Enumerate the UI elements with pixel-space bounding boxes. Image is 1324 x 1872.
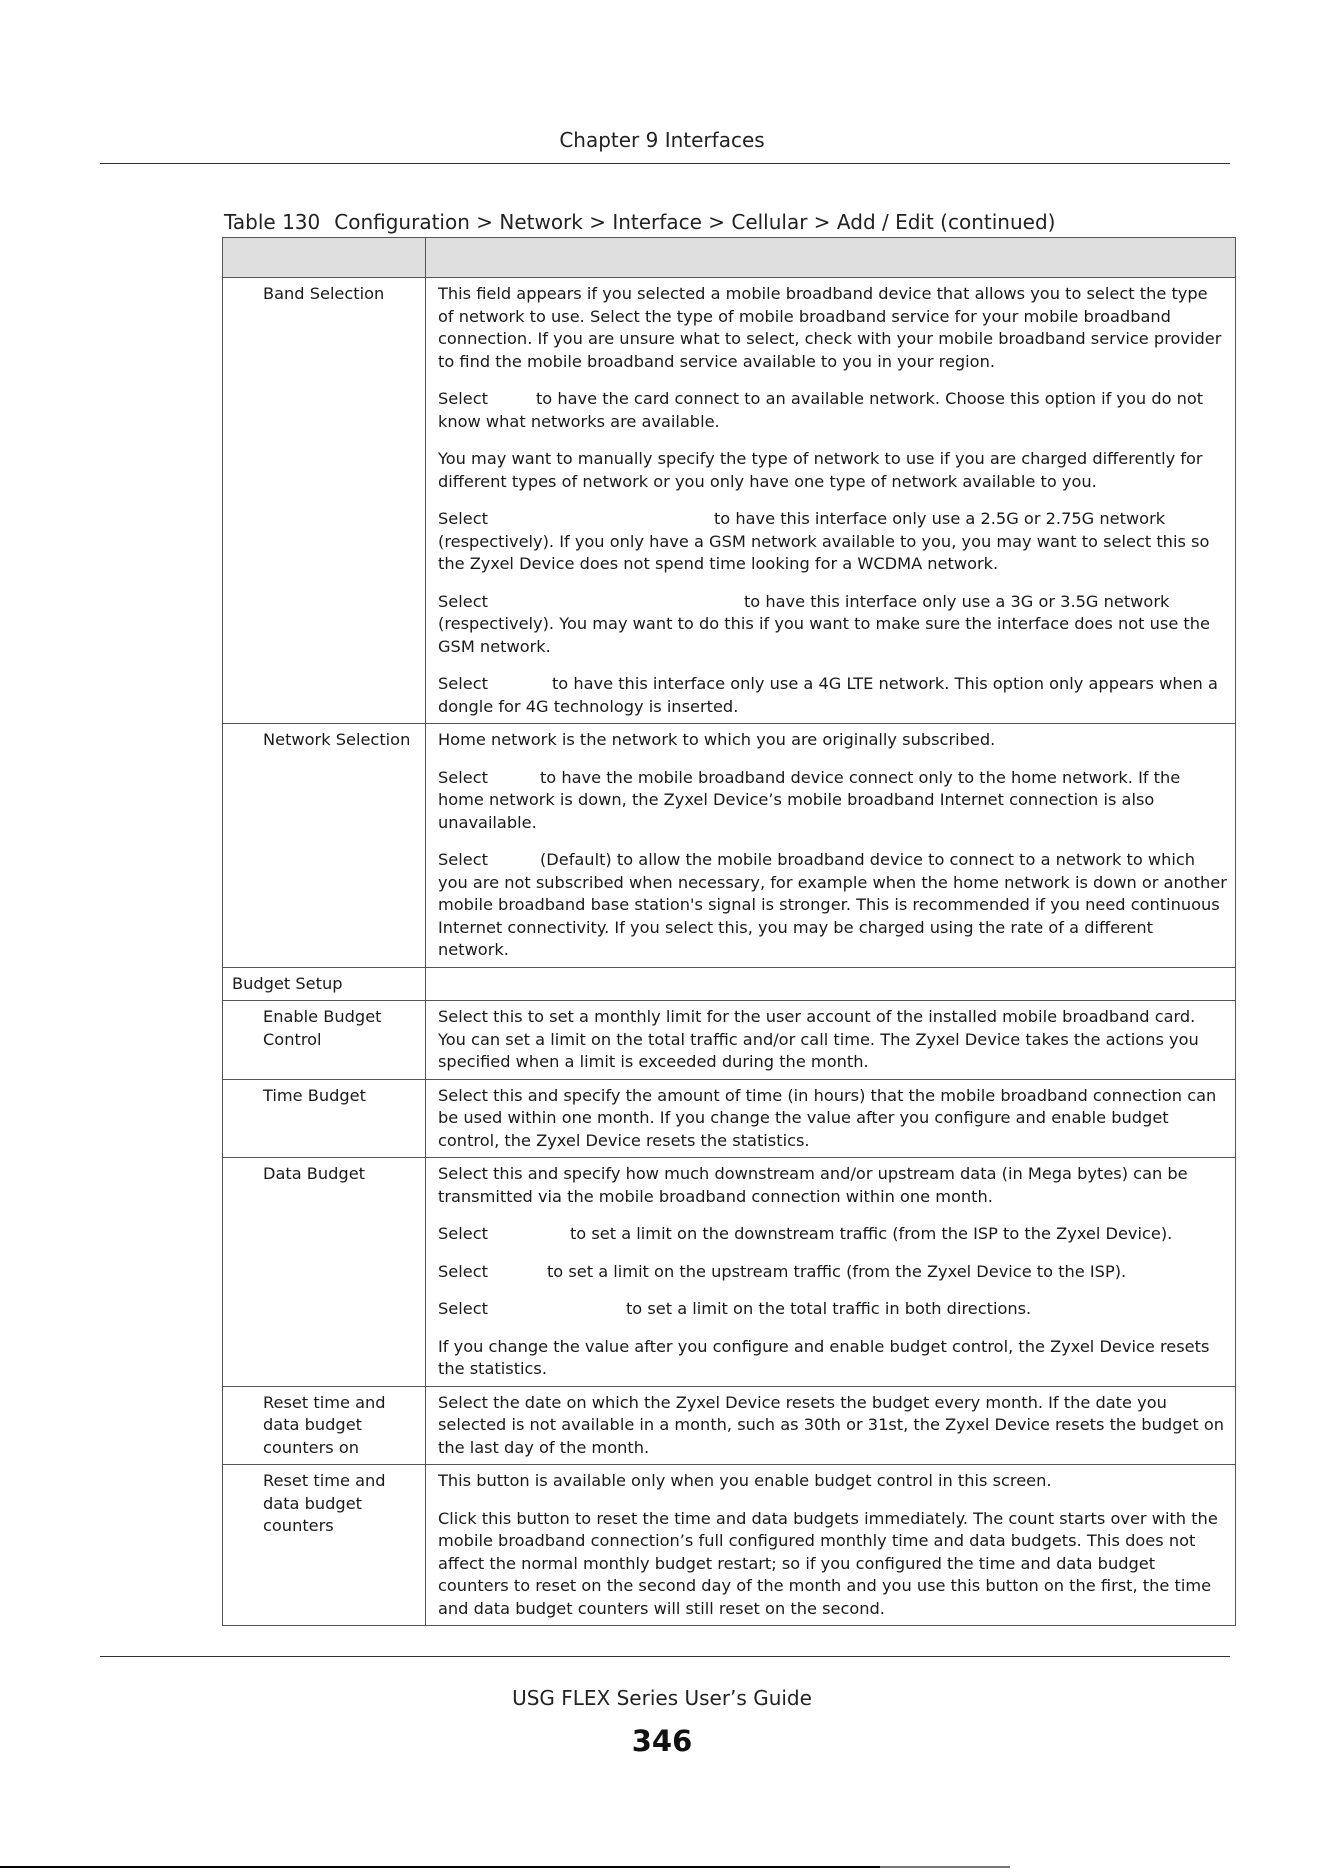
description-paragraph [438,448,1227,493]
description-paragraph [438,1223,1227,1246]
paragraph-text: to set a limit on the downstream traffic (from the ISP to the Zyxel Device). [569,1224,1173,1243]
paragraph-text: Click this button to reset the time and data budgets immediately. The count starts over with the mobile broadband connection’s full configured monthly time and data budgets. This does not affect the normal monthly budget restart; so if you configured the time and data budget counters to reset on the second day of the month and you use this button on the first, the time and data budget counters will still reset on the second. [438,1508,1218,1618]
paragraph-text: If you change the value after you configure and enable budget control, the Zyxel Device resets the statistics. [438,1336,1210,1378]
description-paragraph [438,1085,1227,1153]
field-description [426,1158,1236,1387]
header-cell-label [223,238,426,278]
paragraph-text: Select this and specify the amount of time (in hours) that the mobile broadband connection can be used within one month. If you change the value after you configure and enable budget control, the Zyxel Device resets the statistics. [438,1085,1217,1150]
field-description [426,1079,1236,1158]
description-paragraph [438,729,1227,752]
guide-title: USG FLEX Series User’s Guide [512,1686,812,1710]
paragraph-text: Select this and specify how much downstream and/or upstream data (in Mega bytes) can be transmitted via the mobile broadband connection within one month. [438,1164,1188,1206]
description-paragraph [438,1392,1227,1460]
table-row [223,1158,1236,1387]
field-description [426,1465,1236,1626]
paragraph-text: (Default) to allow the mobile broadband device to connect to a network to which you are not subscribed when necessary, for example when the home network is down or another mobile broadband base station's signal is stronger. This is recommended if you need continuous Internet connectivity. If you select this, you may be charged using the rate of a different network. [438,850,1227,959]
table-row [223,724,1236,968]
table-caption [224,210,1055,234]
description-paragraph [438,849,1227,962]
description-paragraph [438,283,1227,373]
field-label: Enable Budget Control [223,1001,426,1080]
paragraph-text: Select [438,509,488,528]
paragraph-text: Select [438,767,488,787]
header-rule [100,163,1230,164]
table-header-row [223,238,1236,278]
description-paragraph [438,388,1227,433]
paragraph-text: to have this interface only use a 3G or 3.5G network (respectively). You may want to do this if you want to make sure the interface does not use the GSM network. [438,591,1210,656]
paragraph-text: to have the card connect to an available network. Choose this option if you do not know what networks are available. [438,389,1204,431]
chapter-header: Chapter 9 Interfaces [559,128,765,152]
paragraph-text: This button is available only when you enable budget control in this screen. [438,1471,1052,1490]
field-label: Data Budget [223,1158,426,1387]
footer-rule [100,1656,1230,1657]
paragraph-text: to have this interface only use a 4G LTE network. This option only appears when a dongle for 4G technology is inserted. [438,674,1218,716]
description-paragraph [438,1298,1227,1321]
paragraph-text: You may want to manually specify the type of network to use if you are charged differently for different types of network or you only have one type of network available to you. [438,449,1203,491]
field-label: Network Selection [223,724,426,968]
field-label: Time Budget [223,1079,426,1158]
paragraph-text: Select [438,1261,488,1281]
description-paragraph [438,767,1227,835]
section-label: Budget Setup [223,967,426,1001]
paragraph-text: This field appears if you selected a mobile broadband device that allows you to select the type of network to use. Select the type of mobile broadband service for your mobile broadband connection. If you are unsure what to select, check with your mobile broadband service provider to find the mobile broadband service available to you in your region. [438,284,1222,371]
table-row [223,278,1236,724]
field-label: Reset time and data budget counters on [223,1386,426,1465]
field-description [426,278,1236,724]
paragraph-text: to set a limit on the total traffic in both directions. [625,1299,1032,1318]
field-description [426,1386,1236,1465]
field-description [426,1001,1236,1080]
scan-edge [0,1866,1324,1868]
paragraph-text: to have this interface only use a 2.5G or 2.75G network (respectively). If you only have a GSM network available to you, you may want to select this so the Zyxel Device does not spend time looking for a WCDMA network. [438,509,1210,573]
description-paragraph [438,673,1227,718]
table-number: Table 130 [224,210,321,234]
field-description [426,724,1236,968]
table-row [223,967,1236,1001]
table-row [223,1386,1236,1465]
description-paragraph [438,591,1227,659]
page-number: 346 [631,1724,693,1758]
paragraph-text: Home network is the network to which you are originally subscribed. [438,730,996,749]
table-title: Configuration > Network > Interface > Cellular > Add / Edit (continued) [334,210,1056,234]
description-paragraph [438,1163,1227,1208]
field-label: Band Selection [223,278,426,724]
paragraph-text: Select [438,389,488,408]
paragraph-text: Select [438,1299,488,1318]
field-description-table [222,237,1236,1626]
paragraph-text: to have the mobile broadband device connect only to the home network. If the home network is down, the Zyxel Device’s mobile broadband Internet connection is also unavailable. [438,767,1181,832]
paragraph-text: Select [438,591,488,611]
table-row [223,1079,1236,1158]
description-paragraph [438,508,1227,576]
paragraph-text: Select [438,674,488,693]
table-row [223,1465,1236,1626]
description-paragraph [438,1508,1227,1621]
paragraph-text: Select the date on which the Zyxel Device resets the budget every month. If the date you selected is not available in a month, such as 30th or 31st, the Zyxel Device resets the budget on the last day of the month. [438,1392,1224,1457]
description-paragraph [438,1336,1227,1381]
description-paragraph [438,1261,1227,1284]
field-label: Reset time and data budget counters [223,1465,426,1626]
description-paragraph [438,1006,1227,1074]
paragraph-text: Select this to set a monthly limit for the user account of the installed mobile broadband card. You can set a limit on the total traffic and/or call time. The Zyxel Device takes the actions you specified when a limit is exceeded during the month. [438,1007,1199,1071]
header-cell-description [426,238,1236,278]
paragraph-text: Select [438,1224,488,1243]
table-row [223,1001,1236,1080]
paragraph-text: Select [438,850,488,869]
paragraph-text: to set a limit on the upstream traffic (from the Zyxel Device to the ISP). [546,1261,1127,1281]
field-description [426,967,1236,1001]
description-paragraph [438,1470,1227,1493]
